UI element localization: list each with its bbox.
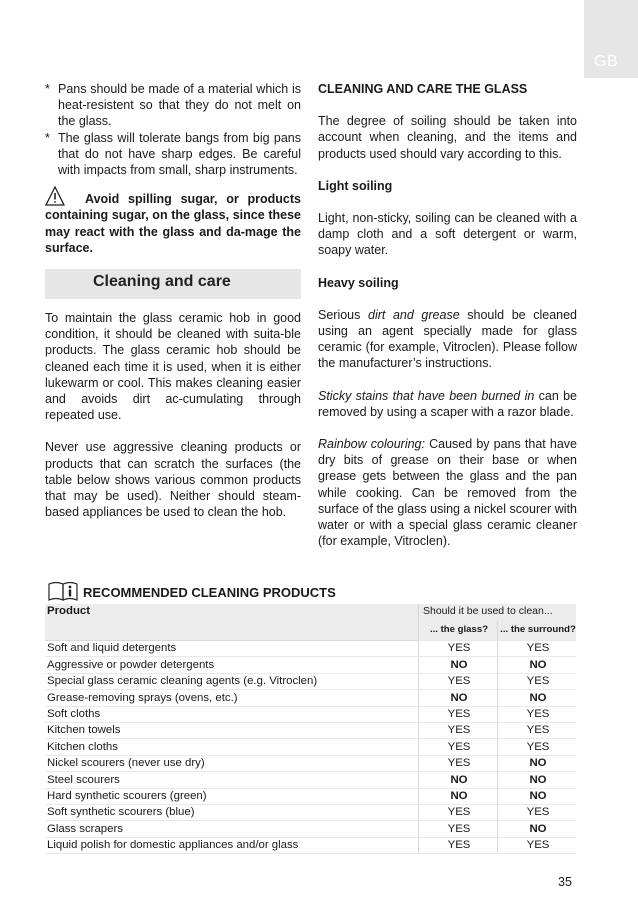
glass-verdict-cell: YES <box>419 755 498 771</box>
table-row <box>45 657 576 673</box>
surround-verdict-cell: YES <box>498 641 577 657</box>
table-row <box>45 788 576 804</box>
glass-verdict-cell: YES <box>419 641 498 657</box>
table-row <box>45 837 576 853</box>
table-row <box>45 673 576 689</box>
product-name-cell: Steel scourers <box>45 772 419 788</box>
bullet-item <box>45 130 301 179</box>
care-paragraph-2: Never use aggressive cleaning products or products that can scratch the surfaces (the table below shows various common products that may be used). Neither should steam-based appliances be used to clean the hob. <box>45 440 301 520</box>
surround-verdict-cell: YES <box>498 739 577 755</box>
right-column <box>318 81 577 549</box>
surround-verdict-cell: NO <box>498 657 577 673</box>
surround-verdict-cell: YES <box>498 804 577 820</box>
table-row <box>45 821 576 837</box>
sticky-emphasis: Sticky stains that have been burned in <box>318 388 535 403</box>
product-name-cell: Kitchen towels <box>45 722 419 738</box>
surround-verdict-cell: NO <box>498 755 577 771</box>
product-name-cell: Kitchen cloths <box>45 739 419 755</box>
table-row <box>45 804 576 820</box>
bullet-text: The glass will tolerate bangs from big pans that do not have sharp edges. Be careful with impacts from small, sharp instruments. <box>58 130 301 178</box>
table-row <box>45 772 576 788</box>
left-column <box>45 81 301 520</box>
table-header-row <box>45 604 576 621</box>
table-row <box>45 690 576 706</box>
col-surround-header: ... the surround? <box>498 621 577 641</box>
products-title: RECOMMENDED CLEANING PRODUCTS <box>83 585 336 600</box>
bullet-marker: * <box>45 130 50 145</box>
table-row <box>45 755 576 771</box>
section-banner <box>45 269 301 299</box>
language-tab <box>584 0 638 78</box>
product-name-cell: Nickel scourers (never use dry) <box>45 755 419 771</box>
page-number: 35 <box>558 875 572 889</box>
rainbow-text <box>318 436 577 549</box>
products-heading <box>45 578 585 602</box>
glass-verdict-cell: YES <box>419 821 498 837</box>
warning-triangle-icon <box>45 186 85 206</box>
warning-note <box>45 186 301 256</box>
intro-paragraph: The degree of soiling should be taken into account when cleaning, and the items and products used should vary according to this. <box>318 114 577 161</box>
surround-verdict-cell: YES <box>498 837 577 853</box>
product-name-cell: Aggressive or powder detergents <box>45 657 419 673</box>
care-paragraph-1: To maintain the glass ceramic hob in good condition, it should be cleaned with suita-ble products. The glass ceramic hob should be cleaned each time it is used, when it is either lukewarm or cool. This makes cleaning easier and avoids dirt ac-cumulating through repeated use. <box>45 311 301 423</box>
light-soiling-text: Light, non-sticky, soiling can be cleaned with a damp cloth and a soft detergent or warm, soapy water. <box>318 211 577 258</box>
table-row <box>45 706 576 722</box>
glass-verdict-cell: YES <box>419 739 498 755</box>
surround-verdict-cell: YES <box>498 722 577 738</box>
product-name-cell: Special glass ceramic cleaning agents (e.g. Vitroclen) <box>45 673 419 689</box>
glass-verdict-cell: NO <box>419 788 498 804</box>
glass-verdict-cell: NO <box>419 690 498 706</box>
product-name-cell: Liquid polish for domestic appliances and/or glass <box>45 837 419 853</box>
sticky-stains-text <box>318 388 577 420</box>
glass-verdict-cell: NO <box>419 657 498 673</box>
product-name-cell: Hard synthetic scourers (green) <box>45 788 419 804</box>
bullet-marker: * <box>45 82 50 96</box>
table-row <box>45 739 576 755</box>
surround-verdict-cell: NO <box>498 690 577 706</box>
heavy-body: should be cleaned using an agent specially made for glass ceramic (for example, Vitroclen). Please follow the manufacturer’s instructions. <box>318 307 577 371</box>
glass-verdict-cell: YES <box>419 837 498 853</box>
heavy-emphasis: dirt and grease <box>368 307 460 322</box>
language-label: GB <box>594 53 619 70</box>
bullet-text: Pans should be made of a material which is heat-resistent so that they do not melt on the glass. <box>58 82 301 129</box>
table-row <box>45 722 576 738</box>
info-book-icon <box>47 580 81 602</box>
col-product-header: Product <box>45 604 419 621</box>
heavy-soiling-heading: Heavy soiling <box>318 275 399 290</box>
glass-verdict-cell: YES <box>419 706 498 722</box>
col-question-header: Should it be used to clean... <box>419 604 577 621</box>
rainbow-body: Caused by pans that have dry bits of grease on their base or when grease gets between the glass and the pan while cooking. Can be removed from the surface of the glass using a nickel scourer with water or with a special glass ceramic cleaner (for example, Vitroclen). <box>318 437 578 549</box>
glass-verdict-cell: NO <box>419 772 498 788</box>
glass-verdict-cell: YES <box>419 673 498 689</box>
surround-verdict-cell: NO <box>498 772 577 788</box>
light-soiling-heading: Light soiling <box>318 178 393 193</box>
sticky-body: can be removed by using a scaper with a razor blade. <box>318 388 577 419</box>
product-name-cell: Glass scrapers <box>45 821 419 837</box>
bullet-item <box>45 81 301 130</box>
glass-care-heading: CLEANING AND CARE THE GLASS <box>318 82 528 96</box>
table-body <box>45 641 576 854</box>
products-table <box>45 604 576 854</box>
product-name-cell: Grease-removing sprays (ovens, etc.) <box>45 690 419 706</box>
warning-text: Avoid spilling sugar, or products containing sugar, on the glass, since these may react with the glass and da-mage the surface. <box>45 192 301 255</box>
section-title: Cleaning and care <box>93 273 231 291</box>
glass-verdict-cell: YES <box>419 722 498 738</box>
surround-verdict-cell: YES <box>498 706 577 722</box>
product-name-cell: Soft cloths <box>45 706 419 722</box>
surround-verdict-cell: YES <box>498 673 577 689</box>
glass-verdict-cell: YES <box>419 804 498 820</box>
table-subheader-row <box>45 621 576 641</box>
heavy-lead: Serious <box>318 307 368 322</box>
rainbow-emphasis: Rainbow colouring: <box>318 437 425 452</box>
product-name-cell: Soft and liquid detergents <box>45 641 419 657</box>
product-name-cell: Soft synthetic scourers (blue) <box>45 804 419 820</box>
table-row <box>45 641 576 657</box>
heavy-soiling-text <box>318 307 577 372</box>
surround-verdict-cell: NO <box>498 821 577 837</box>
surround-verdict-cell: NO <box>498 788 577 804</box>
col-glass-header: ... the glass? <box>419 621 498 641</box>
